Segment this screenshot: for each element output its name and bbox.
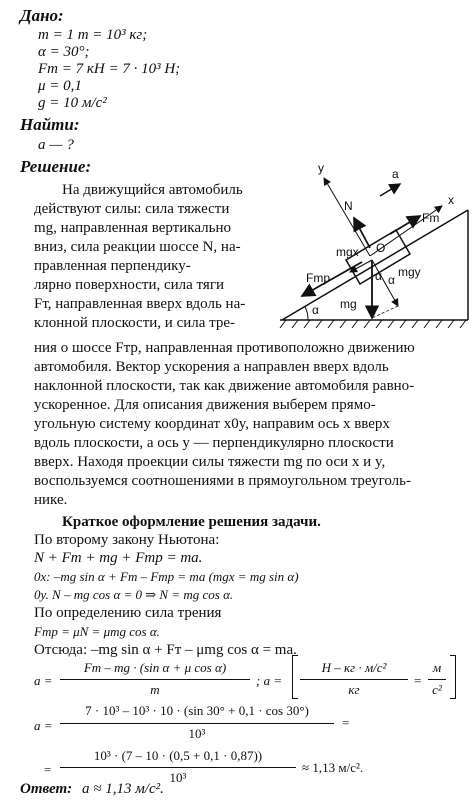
solution-line: лярно поверхности, сила тяги: [34, 277, 224, 293]
base-angle-label: α: [312, 303, 319, 317]
acceleration-arrow: [380, 184, 400, 196]
solution-line: вниз, сила реакции шоссе N, на-: [34, 239, 241, 255]
given-line: α = 30°;: [38, 44, 90, 60]
calc1-numerator: 7 · 10³ – 10³ · 10 · (sin 30° + 0,1 · cos 30°): [85, 703, 309, 718]
a-fraction-bar: [60, 679, 250, 680]
solution-line: mg, направленная вертикально: [34, 220, 231, 236]
inclined-plane-diagram: [272, 148, 472, 338]
acceleration-label: a: [392, 167, 399, 181]
calc2-denominator: 10³: [169, 770, 187, 785]
gravity-y-label: mgy: [398, 265, 421, 279]
units-result-bar: [428, 679, 446, 680]
calc2-numerator: 10³ · (7 – 10 · (0,5 + 0,1 · 0,87)): [93, 748, 263, 763]
ox-equation: 0x: –mg sin α + Fт – Fтр = ma (mgx = mg sin α): [34, 569, 299, 584]
solution-line: ускоренное. Для описания движения выберем прямо-: [34, 397, 376, 413]
calc1-lhs: a =: [34, 718, 53, 733]
answer-label: Ответ:: [20, 781, 73, 797]
base-angle-arc: [305, 307, 308, 320]
solution-line: вдоль плоскости, а ось y — перпендикулярно плоскости: [34, 435, 394, 451]
a-numerator: Fт – mg · (sin α + μ cos α): [83, 660, 227, 675]
solution-line: правленная перпендику-: [34, 258, 191, 274]
given-line: μ = 0,1: [38, 78, 82, 94]
friction-label: По определению сила трения: [34, 605, 222, 621]
solution-line: клонной плоскости, и сила тре-: [34, 315, 236, 331]
friction-force-label: Fmp: [306, 271, 330, 285]
answer-value: a ≈ 1,13 м/с².: [82, 781, 164, 797]
units-denominator: кг: [348, 682, 360, 697]
solution-line: вверх. Находя проекции силы тяжести mg по оси x и y,: [34, 454, 386, 470]
newton-equation: N + Fт + mg + Fтр = ma.: [34, 550, 203, 566]
given-line: Fт = 7 кН = 7 · 10³ Н;: [38, 61, 181, 77]
find-title: Найти:: [20, 115, 80, 134]
angle-label: α: [375, 269, 382, 283]
calc2-fraction-bar: [60, 767, 296, 768]
solution-line: угольную систему координат x0y, направим ось x вверх: [34, 416, 390, 432]
units-result-denominator: с²: [432, 682, 442, 697]
solution-line: Fт, направленная вверх вдоль на-: [34, 296, 246, 312]
gravity-x-label: mgx: [336, 245, 359, 259]
given-title: Дано:: [20, 6, 64, 25]
calc1-denominator: 10³: [188, 726, 206, 741]
gravity-label: mg: [340, 297, 357, 311]
newton-label: По второму закону Ньютона:: [34, 532, 220, 548]
solution-title: Решение:: [20, 157, 92, 176]
friction-equation: Fтр = μN = μmg cos α.: [34, 624, 160, 639]
find-line: a — ?: [38, 137, 74, 153]
units-bracket-right: [450, 655, 456, 699]
calc2-result: ≈ 1,13 м/с².: [302, 760, 364, 775]
calc2-equals: =: [44, 762, 52, 777]
units-fraction-bar: [300, 679, 408, 680]
given-line: m = 1 т = 10³ кг;: [38, 27, 148, 43]
units-equals: =: [414, 673, 422, 688]
solution-line: ния о шоссе Fтр, направленная противоположно движению: [34, 340, 415, 356]
traction-force-label: Fm: [422, 211, 440, 225]
solution-line: воспользуемся соотношениями в прямоугольном треуголь-: [34, 473, 412, 489]
x-axis-label: x: [448, 193, 454, 207]
projection-line: [372, 306, 398, 318]
from-here-equation: Отсюда: –mg sin α + Fт – μmg cos α = ma.: [34, 642, 297, 658]
calc1-equals: =: [342, 715, 350, 730]
solution-line: наклонной плоскости, так как движение автомобиля равно-: [34, 378, 415, 394]
solution-line: На движущийся автомобиль: [62, 182, 243, 198]
oy-equation: 0y. N – mg cos α = 0 ⇒ N = mg cos α.: [34, 587, 234, 602]
a-denominator: m: [150, 682, 160, 697]
given-line: g = 10 м/с²: [38, 95, 107, 111]
brief-title: Краткое оформление решения задачи.: [62, 514, 321, 530]
solution-line: действуют силы: сила тяжести: [34, 201, 230, 217]
solution-line: автомобиля. Вектор ускорения a направлен вверх вдоль: [34, 359, 389, 375]
a-lhs: a =: [34, 673, 53, 688]
normal-force-label: N: [344, 199, 353, 213]
solution-line: нике.: [34, 492, 68, 508]
units-lhs: ; a =: [256, 673, 283, 688]
units-result-numerator: м: [432, 660, 442, 675]
ground-hatching: [280, 320, 466, 328]
y-axis-label: y: [318, 161, 324, 175]
calc1-fraction-bar: [60, 723, 334, 724]
origin-label: O: [376, 241, 386, 255]
units-numerator: Н – кг · м/с²: [321, 660, 387, 675]
angle-label: α: [388, 273, 395, 287]
